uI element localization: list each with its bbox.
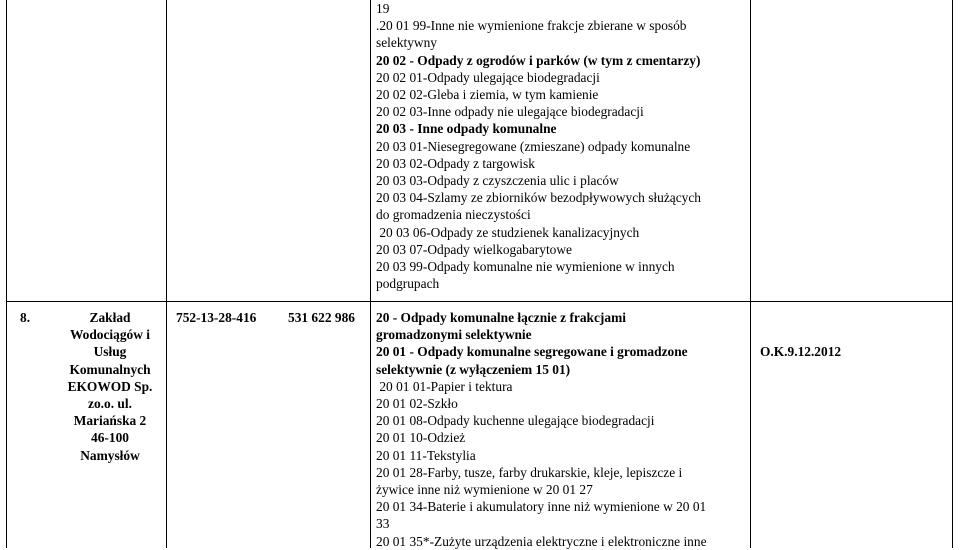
row19-waste-list — [376, 17, 748, 292]
company-address-line: Usług — [93, 344, 127, 360]
company-address-line: Wodociągów i — [70, 327, 150, 343]
waste-code-line: 20 03 03-Odpady z czyszczenia ulic i placów — [376, 173, 619, 189]
waste-code-line: 20 01 35*-Zużyte urządzenia elektryczne i elektroniczne inne — [376, 533, 707, 549]
waste-code-line: 20 - Odpady komunalne łącznie z frakcjami — [376, 310, 626, 325]
waste-code-line: 20 02 01-Odpady ulegające biodegradacji — [376, 69, 600, 85]
waste-code-line: gromadzonymi selektywnie — [376, 327, 532, 343]
row8-decision-number: O.K.9.12.2012 — [760, 344, 842, 359]
waste-code-line: 20 01 01-Papier i tektura — [376, 378, 513, 394]
waste-code-line: 20 02 - Odpady z ogrodów i parków (w tym z cmentarzy) — [376, 52, 701, 68]
waste-code-line: 20 03 02-Odpady z targowisk — [376, 155, 535, 171]
waste-code-line: 20 01 02-Szkło — [376, 396, 458, 412]
waste-code-line: 20 01 08-Odpady kuchenne ulegające biodegradacji — [376, 413, 655, 429]
column-divider-3 — [750, 0, 751, 548]
company-address-line: 46-100 — [91, 430, 129, 446]
company-address-line: EKOWOD Sp. — [67, 378, 153, 394]
row-divider — [6, 301, 953, 302]
row8-company-address — [60, 309, 160, 464]
row8-regon: 531 622 986 — [288, 310, 355, 325]
waste-code-line: do gromadzenia nieczystości — [376, 207, 531, 223]
waste-code-line: selektywny — [376, 35, 437, 51]
company-address-line: Namysłów — [80, 447, 140, 463]
waste-code-line: żywice inne niż wymienione w 20 01 27 — [376, 482, 593, 498]
row19-number: 19 — [376, 1, 390, 16]
table-border-right — [952, 0, 953, 548]
column-divider-1 — [166, 0, 167, 548]
row8-waste-list — [376, 309, 748, 550]
waste-code-line: 20 03 99-Odpady komunalne nie wymienione w innych — [376, 259, 675, 275]
waste-code-line: 20 01 10-Odzież — [376, 430, 466, 446]
row19-waste-cell — [376, 0, 748, 292]
waste-code-line: .20 01 99-Inne nie wymienione frakcje zbierane w sposób — [376, 18, 687, 34]
row8-nip: 752-13-28-416 — [176, 310, 257, 325]
waste-code-line: 33 — [376, 516, 390, 532]
row8-lp: 8. — [20, 310, 31, 325]
company-address-line: zo.o. ul. — [88, 396, 132, 412]
waste-code-line: 20 01 - Odpady komunalne segregowane i gromadzone — [376, 344, 688, 360]
column-divider-2 — [370, 0, 371, 548]
waste-code-line: 20 03 - Inne odpady komunalne — [376, 121, 557, 137]
waste-code-line: selektywnie (z wyłączeniem 15 01) — [376, 361, 571, 377]
waste-code-line: 20 01 28-Farby, tusze, farby drukarskie, kleje, lepiszcze i — [376, 464, 683, 480]
waste-code-line: 20 01 11-Tekstylia — [376, 447, 476, 463]
waste-code-line: 20 01 34-Baterie i akumulatory inne niż wymienione w 20 01 — [376, 499, 707, 515]
waste-code-line: 20 03 01-Niesegregowane (zmieszane) odpady komunalne — [376, 138, 691, 154]
company-address-line: Zakład — [89, 310, 131, 325]
waste-code-line: podgrupach — [376, 276, 440, 292]
waste-code-line: 20 03 04-Szlamy ze zbiorników bezodpływowych służących — [376, 190, 702, 206]
waste-code-line: 20 02 03-Inne odpady nie ulegające biodegradacji — [376, 104, 644, 120]
table-border-left — [6, 0, 7, 548]
waste-code-line: 20 02 02-Gleba i ziemia, w tym kamienie — [376, 87, 599, 103]
waste-code-line: 20 03 07-Odpady wielkogabarytowe — [376, 241, 572, 257]
waste-code-line: 20 03 06-Odpady ze studzienek kanalizacyjnych — [376, 224, 640, 240]
company-address-line: Mariańska 2 — [73, 413, 147, 429]
company-address-line: Komunalnych — [69, 361, 151, 377]
